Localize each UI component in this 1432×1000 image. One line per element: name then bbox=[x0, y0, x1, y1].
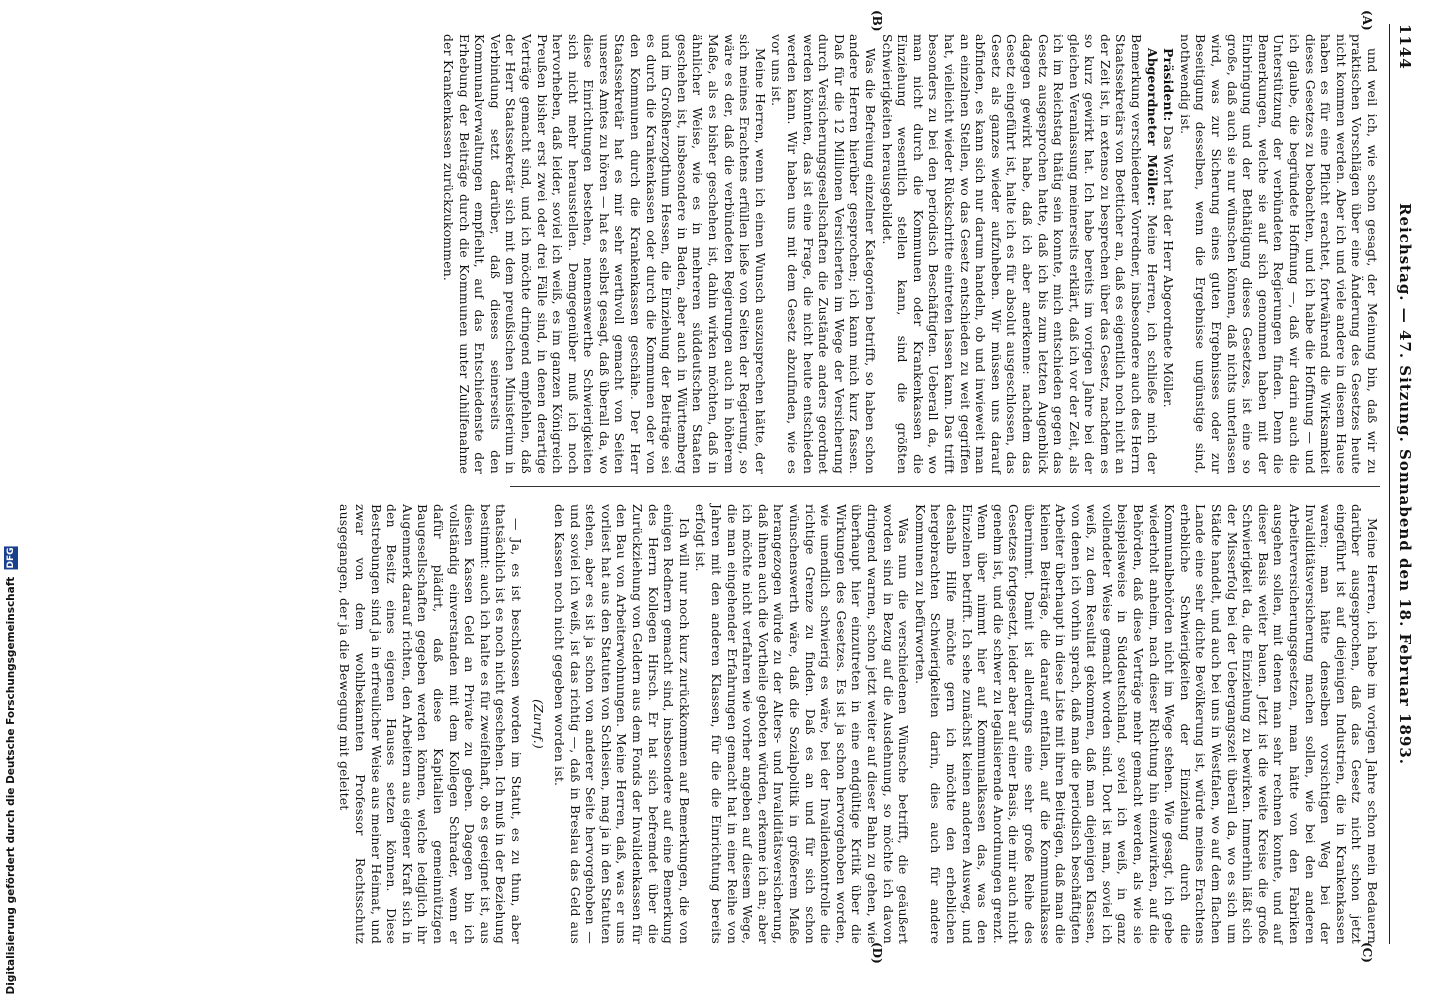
margin-tag-b: (B) bbox=[870, 10, 884, 32]
page-header bbox=[1388, 24, 1418, 944]
margin-tag-a: (A) bbox=[1360, 10, 1374, 31]
speech-text: Meine Herren, ich schließe mich der Bemerkung verschiedener Vorredner, insbesondere auch des Herrn Staatssekretärs von Boetticher an, daß es eigentlich noch nicht an der Zeit ist, in extenso zu besprechen über das Gesetz, nachdem es so kurz gewirkt hat. Ich habe bereits im vorigen Jahre bei der gleichen Veranlassung meinerseits erklärt, daß ich vor der Zeit, als ich im Reichstag thätig sein konnte, mich entschieden gegen das Gesetz ausgesprochen hatte, daß ich bis zum letzten Augenblick dagegen gewirkt habe, daß ich aber anerkenne: nachdem das Gesetz eingeführt ist, halte ich es für absolut ausgeschlossen, das Gesetz als ganzes wieder aufzuheben. Wir müssen uns darauf abfinden, es kann sich nur darum handeln, ob und inwieweit man an einzelnen Stellen, wo das Gesetz entschieden zu weit gegriffen hat, vielleicht wieder Rückschritte eintreten lassen kann. Das trifft besonders zu bei den periodisch Beschäftigten. Ueberall da, wo man nicht durch die Kommunen oder Krankenkassen die Einziehung wesentlich stellen kann, sind die größten Schwierigkeiten herausgebildet. bbox=[879, 34, 1160, 474]
margin-tag-c: (C) bbox=[1360, 942, 1374, 963]
text-paragraph: — Ja, es ist beschlossen worden im Statut, es zu thun, aber thatsächlich ist es noch nicht geschehen. Ich muß in der Beziehung bestimmt: auch ich halte es für zweifelhaft, ob es geeignet ist, aus diesen Kassen Geld an Private zu geben. Dagegen bin ich vollständig einverstanden mit dem Kollegen Schrader, wenn er dafür plädirt, daß diese Kapitalien gemeinnützigen Baugesellschaften gegeben werden können, welche lediglich ihr Augenmerk darauf richten, den Arbeitern aus eigener Kraft sich in den Besitz eines eigenen Hauses setzen können. Diese Bestrebungen sind ja in erfreulicher Weise aus meiner Heimat, und zwar von dem wohlbekannten Professor Rechtsschutz ausgegangen, der ja die Bewegung mit geleitet bbox=[337, 504, 524, 944]
page-number: 1144 bbox=[1396, 24, 1414, 70]
speech-paragraph bbox=[1161, 34, 1177, 474]
credit-text: Digitalisierung gefördert durch die Deutsche Forschungsgemeinschaft bbox=[5, 576, 17, 994]
interjection: (Zuruf.) bbox=[530, 699, 546, 749]
speech-paragraph bbox=[879, 34, 1160, 474]
left-column bbox=[440, 34, 1380, 474]
text-paragraph: Meine Herren, ich habe im vorigen Jahre schon mein Bedauern darüber ausgesprochen, daß das Gesetz nicht schon jetzt eingeführt ist auf diejenigen Industrien, die in Krankenkassen waren; man hätte denselben vorsichtigen Weg bei der Invaliditätsversicherung machen sollen, wie bei den anderen Arbeiterversicherungsgesetzen, man hätte von den Fabriken ausgehen sollen, mit denen man sehr rechnen konnte, und auf dieser Basis weiter bauen. Jetzt ist die weite Kreise die große Schwierigkeit da, die Einziehung zu bewirken. Immerhin läßt sich der Misserfolg bei der Uebergangszeit überall da, wo es sich um Städte handelt, und auch bei uns in Westfalen, wo auf dem flachen Lande eine sehr dichte Bevölkerung ist, würde meines Erachtens erhebliche Schwierigkeiten der Einziehung durch die Kommunalbehörden nicht im Wege stehen. Wie gesagt, ich gebe wiederholt anheim, nach dieser Richtung hin einzuwirken, auf die Behörden, daß diese Verträge mehr gemacht werden, als wie sie beispielsweise in Süddeutschland, soviel ich weiß, in ganz vollendeter Weise gemacht worden sind. Dort ist man, soviel ich weiß, zu dem Resultat gekommen, daß man diejenigen Klassen, von denen ich vorhin sprach, daß man die periodisch beschäftigten Arbeiter überhaupt in diese Liste mit ihren Beiträgen, daß man die kleinen Beiträge, die darauf entfallen, auf die Kommunalkasse übernimmt. Damit ist allerdings eine sehr große Reihe des Gesetzes fortgesetzt, leider aber auf einer Basis, die mir auch nicht genehm ist, und die schwer zu legalisierende Anordnungen grenzt. Wenn über nimmt hier auf Kommunalkassen das, was den Einzelnen betrifft. Ich sehe zunächst keinen anderen Ausweg, und deshalb Hilfe möchte gern ich möchte den erheblichen hergebrachten Schwierigkeiten darin, dies auch für andere Kommunen zu befürworten. bbox=[912, 504, 1380, 944]
text-paragraph: Meine Herren, wenn ich einen Wunsch auszusprechen hätte, der sich meines Erachtens erfüllen ließe von Seiten der Regierung, so wäre es der, daß die verbündeten Regierungen auch in höherem Maße, als es bisher geschehen ist, dahin wirken möchten, daß in ähnlicher Weise, wie es in mehreren süddeutschen Staaten geschehen ist, insbesondere in Baden, aber auch in Württemberg und im Großherzogthum Hessen, die Einziehung der Beiträge sei es durch die Krankenkassen oder durch die Kommunen oder von den Kommunen durch die Krankenkassen geschähe. Der Herr Staatssekretär hat es mir sehr werthvoll gemacht von Seiten unseres Amtes zu hören — hat es selbst gesagt, daß überall da, wo diese Einrichtungen bestehen, nennenswerthe Schwierigkeiten sich nicht mehr herausstellen. Demgegenüber muß ich noch hervorheben, daß leider, soviel ich weiß, es im ganzen Königreich Preußen bisher erst zwei oder drei Fälle sind, in denen derartige Verträge gemacht sind, und ich möchte dringend empfehlen, daß der Herr Staatssekretär sich mit dem preußischen Ministerium in Verbindung setzt darüber, daß dieses seinerseits den Kommunalverwaltungen empfiehlt, auf das Entschiedenste der Erhebung der Beiträge durch die Kommunen unter Zuhilfenahme der Krankenkassen zurückzukommen. bbox=[440, 34, 768, 474]
header-rule bbox=[1389, 24, 1390, 944]
text-paragraph: Ich will nur noch kurz zurückkommen auf Bemerkungen, die von einigen Rednern gemacht sind, insbesondere auf eine Bemerkung des Herrn Kollegen Hirsch. Er hat sich befremdet über die Zurückziehung von Geldern aus dem Fonds der Invalidenkassen für den Bau von Arbeiterwohnungen. Meine Herren, daß, was er uns vorliest hat aus den Statuten von Schlesien, mag ja in den Statuten stehen, aber es ist ja schon von anderer Seite hervorgehoben — und soviel ich weiß, ist das richtig —, daß in Breslau das Geld aus den Kassen noch nicht gegeben worden ist. bbox=[552, 504, 692, 944]
column-divider bbox=[510, 486, 1380, 487]
dfg-logo: DFG bbox=[6, 546, 16, 568]
speaker-name: Präsident: bbox=[1161, 48, 1177, 122]
digitization-credit bbox=[4, 546, 18, 994]
speech-text: Das Wort hat der Herr Abgeordnete Möller. bbox=[1161, 121, 1177, 408]
page-title: Reichstag. — 47. Sitzung. Sonnabend den 18. Februar 1893. bbox=[1396, 202, 1414, 765]
speaker-name: Abgeordneter Möller: bbox=[1144, 48, 1160, 207]
text-paragraph: Was nun die verschiedenen Wünsche betrifft, die geäußert worden sind in Bezug auf die Ausdehnung, so möchte ich davon dringend warnen, schon jetzt weiter auf dieser Bahn zu gehen, wie überhaupt hier einzutreten in eine endgültige Kritik über die Wirkungen des Gesetzes. Es ist ja schon hervorgehoben worden, wie unendlich schwierig es wäre, bei der Invalidenkontrolle die richtige Grenze zu finden. Daß es an und für sich schon wünschenswerth wäre, daß die Sozialpolitik in größerem Maße herangezogen würde zu der Alters- und Invaliditätsversicherung, daß ihnen auch die Vortheile geboten würden, erkenne ich an; aber ich möchte nicht verfahren wie vorher angeben auf diesem Wege, die man eingehender Erfahrungen gemacht hat in einer Reihe von Jahren mit den anderen Klassen, für die die Einrichtung bereits erfolgt ist. bbox=[693, 504, 912, 944]
margin-tag-d: (D) bbox=[870, 942, 884, 964]
text-paragraph: Was die Befreiung einzelner Kategorien betrifft, so haben schon andere Herren hierüber gesprochen; ich kann mich kurz fassen. Daß für die 12 Millionen Versicherten im Wege der Versicherung durch Versicherungsgesellschaften die Zustände anders geordnet werden könnten, das ist eine Frage, die nicht heute entschieden werden kann. Wir haben uns mit dem Gesetz abzufinden, wie es vor uns ist. bbox=[769, 34, 878, 474]
right-column bbox=[337, 504, 1380, 944]
text-paragraph: und weil ich, wie schon gesagt, der Meinung bin, daß wir zu praktischen Vorschlägen über eine Änderung des Gesetzes heute nicht kommen werden. Aber ich und viele andere in diesem Hause haben es für eine Pflicht erachtet, fortwährend die Wirksamkeit dieses Gesetzes zu beobachten, und ich habe die Hoffnung — und ich glaube, die begründete Hoffnung —, daß wir darin auch die Unterstützung der verbündeten Regierungen finden. Denn die Bemerkungen, welche sie auf sich genommen haben mit der Einbringung und der Bethätigung dieses Gesetzes, ist eine so große, daß auch sie nur wünschen können, daß nichts unterlassen wird, was zur Sicherung eines guten Ergebnisses oder zur Beseitigung desselben, wenn die Ergebnisse ungünstige sind, nothwendig ist. bbox=[1177, 34, 1380, 474]
rotated-page-content bbox=[24, 4, 1424, 964]
